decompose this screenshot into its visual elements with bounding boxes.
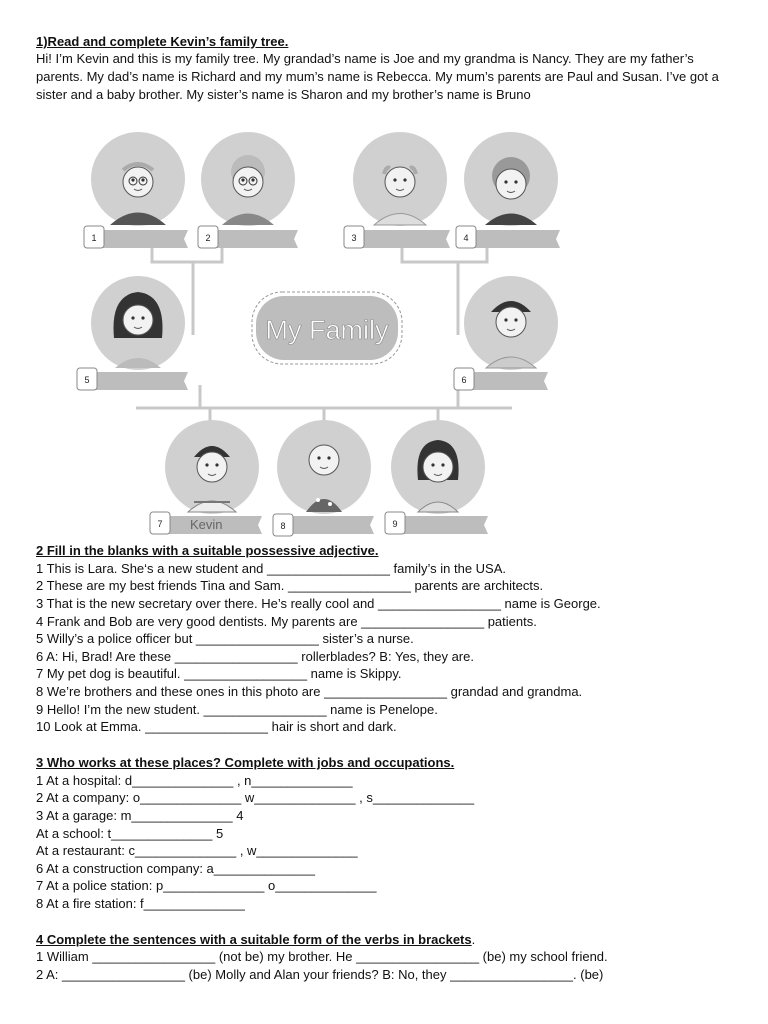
section4-title: 4 Complete the sentences with a suitable form of the verbs in brackets xyxy=(36,932,472,947)
s2-line-8: 8 We’re brothers and these ones in this photo are _________________ grandad and grandma. xyxy=(36,684,583,699)
kevin-label: Kevin xyxy=(190,517,223,532)
s4-line-1: 1 William _________________ (not be) my brother. He _________________ (be) my school friend. xyxy=(36,949,608,964)
s3-line-4: At a school: t______________ 5 xyxy=(36,826,224,841)
s2-line-10: 10 Look at Emma. _________________ hair is short and dark. xyxy=(36,719,397,734)
tree-number-6: 6 xyxy=(461,375,467,385)
section4-title-end: . xyxy=(471,932,476,947)
s3-line-8: 8 At a fire station: f______________ xyxy=(36,896,245,911)
label-ribbon-5 xyxy=(92,372,188,390)
tree-number-8: 8 xyxy=(280,521,286,531)
tree-number-9: 9 xyxy=(392,519,398,529)
label-ribbon-8 xyxy=(280,516,374,534)
s2-line-9: 9 Hello! I’m the new student. _________________ name is Penelope. xyxy=(36,702,438,717)
section1-title: 1)Read and complete Kevin’s family tree. xyxy=(36,34,289,49)
tree-number-4: 4 xyxy=(463,233,469,243)
section1-text: Hi! I’m Kevin and this is my family tree. My grandad’s name is Joe and my grandma is Nancy. They are my father’s parents. My dad’s name is Richard and my mum’s name is Rebecca. My mum’s parents are Paul and Susan. I’ve got a sister and a baby brother. My sister’s name is Sharon and my brother’s name is Bruno xyxy=(36,51,719,102)
s3-line-7: 7 At a police station: p______________ o______________ xyxy=(36,878,377,893)
s2-line-1: 1 This is Lara. She‘s a new student and _________________ family’s in the USA. xyxy=(36,561,506,576)
s2-line-5: 5 Willy’s a police officer but _________________ sister’s a nurse. xyxy=(36,631,414,646)
label-ribbon-6 xyxy=(468,372,548,390)
s4-line-2: 2 A: _________________ (be) Molly and Alan your friends? B: No, they _________________. (be) xyxy=(36,967,604,982)
s3-line-1: 1 At a hospital: d______________ , n______________ xyxy=(36,773,353,788)
s2-line-3: 3 That is the new secretary over there. He’s really cool and _________________ name is George. xyxy=(36,596,601,611)
s3-line-6: 6 At a construction company: a______________ xyxy=(36,861,315,876)
tree-number-3: 3 xyxy=(351,233,357,243)
family-tree xyxy=(70,130,570,538)
tree-number-2: 2 xyxy=(205,233,211,243)
s3-line-5: At a restaurant: c______________ , w______________ xyxy=(36,843,358,858)
s2-line-6: 6 A: Hi, Brad! Are these _________________ rollerblades? B: Yes, they are. xyxy=(36,649,474,664)
my-family-title: My Family xyxy=(265,315,389,345)
tree-number-7: 7 xyxy=(157,519,163,529)
section4-title-wrap xyxy=(36,932,475,947)
section3-title: 3 Who works at these places? Complete with jobs and occupations. xyxy=(36,755,455,770)
label-ribbon-1 xyxy=(98,230,188,248)
s2-line-2: 2 These are my best friends Tina and Sam. _________________ parents are architects. xyxy=(36,578,544,593)
section2-title: 2 Fill in the blanks with a suitable possessive adjective. xyxy=(36,543,379,558)
label-ribbon-3 xyxy=(360,230,450,248)
s3-line-2: 2 At a company: o______________ w______________ , s______________ xyxy=(36,790,475,805)
label-ribbon-9 xyxy=(394,516,488,534)
label-ribbon-4 xyxy=(470,230,560,248)
label-ribbon-2 xyxy=(208,230,298,248)
s2-line-7: 7 My pet dog is beautiful. _________________ name is Skippy. xyxy=(36,666,402,681)
my-family-banner xyxy=(252,292,402,364)
tree-number-1: 1 xyxy=(91,233,97,243)
tree-number-5: 5 xyxy=(84,375,90,385)
s2-line-4: 4 Frank and Bob are very good dentists. My parents are _________________ patients. xyxy=(36,614,537,629)
s3-line-3: 3 At a garage: m______________ 4 xyxy=(36,808,244,823)
